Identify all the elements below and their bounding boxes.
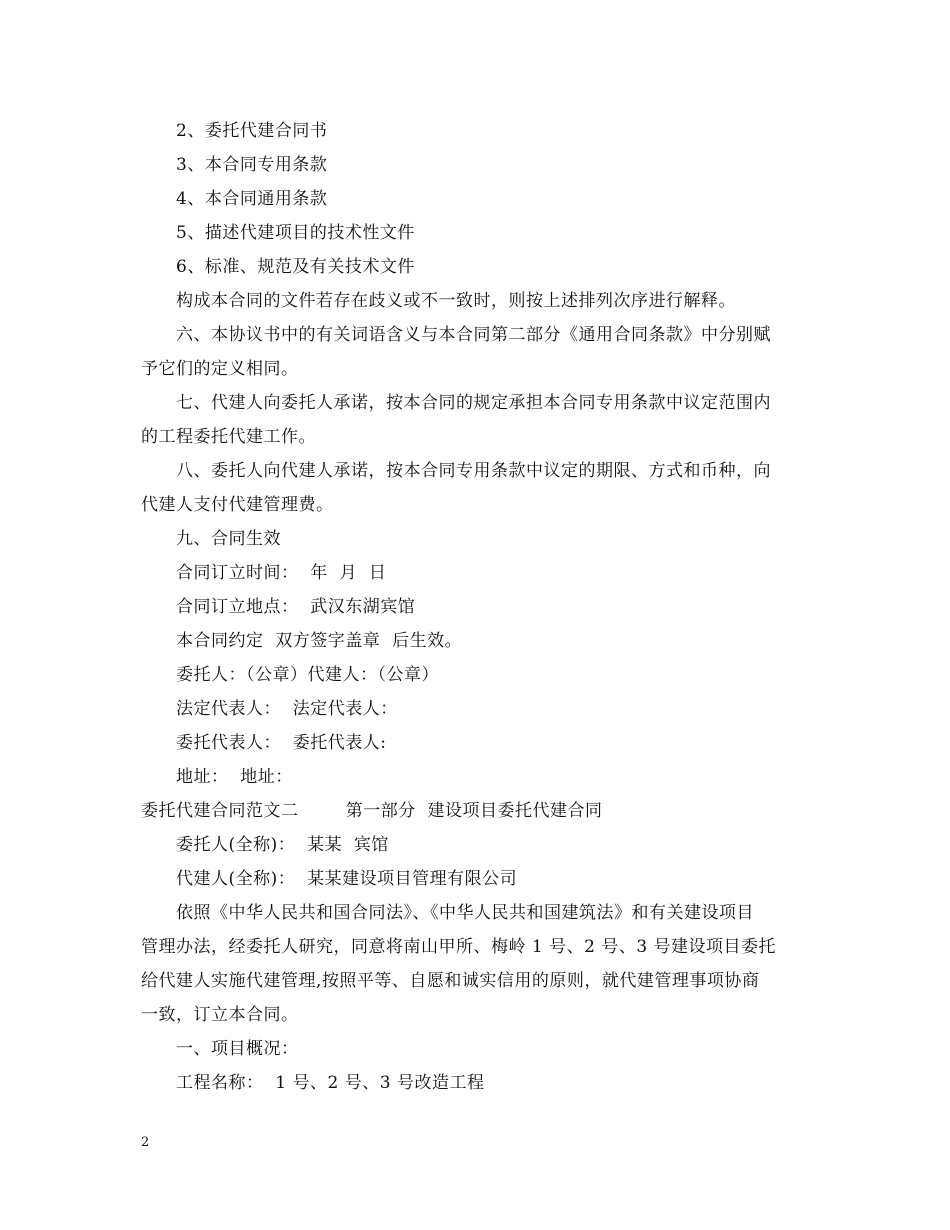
project-overview-heading: 一、项目概况： [176,1039,299,1059]
preamble-line-2: 管理办法，经委托人研究，同意将南山甲所、梅岭 1 号、2 号、3 号建设项目委托 [141,937,777,957]
paragraph-line: 构成本合同的文件若存在歧义或不一致时，则按上述排列次序进行解释。 [176,291,736,311]
clause-8-line-2: 代建人支付代建管理费。 [141,495,334,515]
agent-name-line: 代建人(全称)： 某某建设项目管理有限公司 [176,869,518,889]
clause-8-line-1: 八、委托人向代建人承诺，按本合同专用条款中议定的期限、方式和币种，向 [176,461,771,481]
contract-date: 合同订立时间： 年 月 日 [176,563,387,583]
list-item-3: 3、本合同专用条款 [176,155,328,175]
client-name-line: 委托人(全称)： 某某 宾馆 [176,835,389,855]
preamble-line-4: 一致，订立本合同。 [141,1005,299,1025]
clause-6-line-2: 予它们的定义相同。 [141,359,299,379]
clause-6-line-1: 六、本协议书中的有关词语含义与本合同第二部分《通用合同条款》中分别赋 [176,325,771,345]
authorized-representative-line: 委托代表人： 委托代表人: [176,733,387,753]
contract-effect: 本合同约定 双方签字盖章 后生效。 [176,631,463,651]
list-item-2: 2、委托代建合同书 [176,121,328,141]
page-number: 2 [141,1135,150,1150]
preamble-line-3: 给代建人实施代建管理,按照平等、自愿和诚实信用的原则，就代建管理事项协商 [141,971,760,991]
legal-representative-line: 法定代表人： 法定代表人： [176,699,398,719]
clause-9-heading: 九、合同生效 [176,529,281,549]
clause-7-line-1: 七、代建人向委托人承诺，按本合同的规定承担本合同专用条款中议定范围内 [176,393,771,413]
list-item-5: 5、描述代建项目的技术性文件 [176,223,415,243]
list-item-6: 6、标准、规范及有关技术文件 [176,257,415,277]
address-line: 地址： 地址： [176,767,293,787]
section-heading: 委托代建合同范文二 第一部分 建设项目委托代建合同 [141,801,603,821]
contract-location: 合同订立地点： 武汉东湖宾馆 [176,597,416,617]
clause-7-line-2: 的工程委托代建工作。 [141,427,316,447]
seal-line: 委托人：（公章）代建人：（公章） [176,665,439,685]
preamble-line-1: 依照《中华人民共和国合同法》、《中华人民共和国建筑法》和有关建设项目 [176,903,754,923]
list-item-4: 4、本合同通用条款 [176,189,328,209]
project-name-line: 工程名称： 1 号、2 号、3 号改造工程 [176,1073,485,1093]
